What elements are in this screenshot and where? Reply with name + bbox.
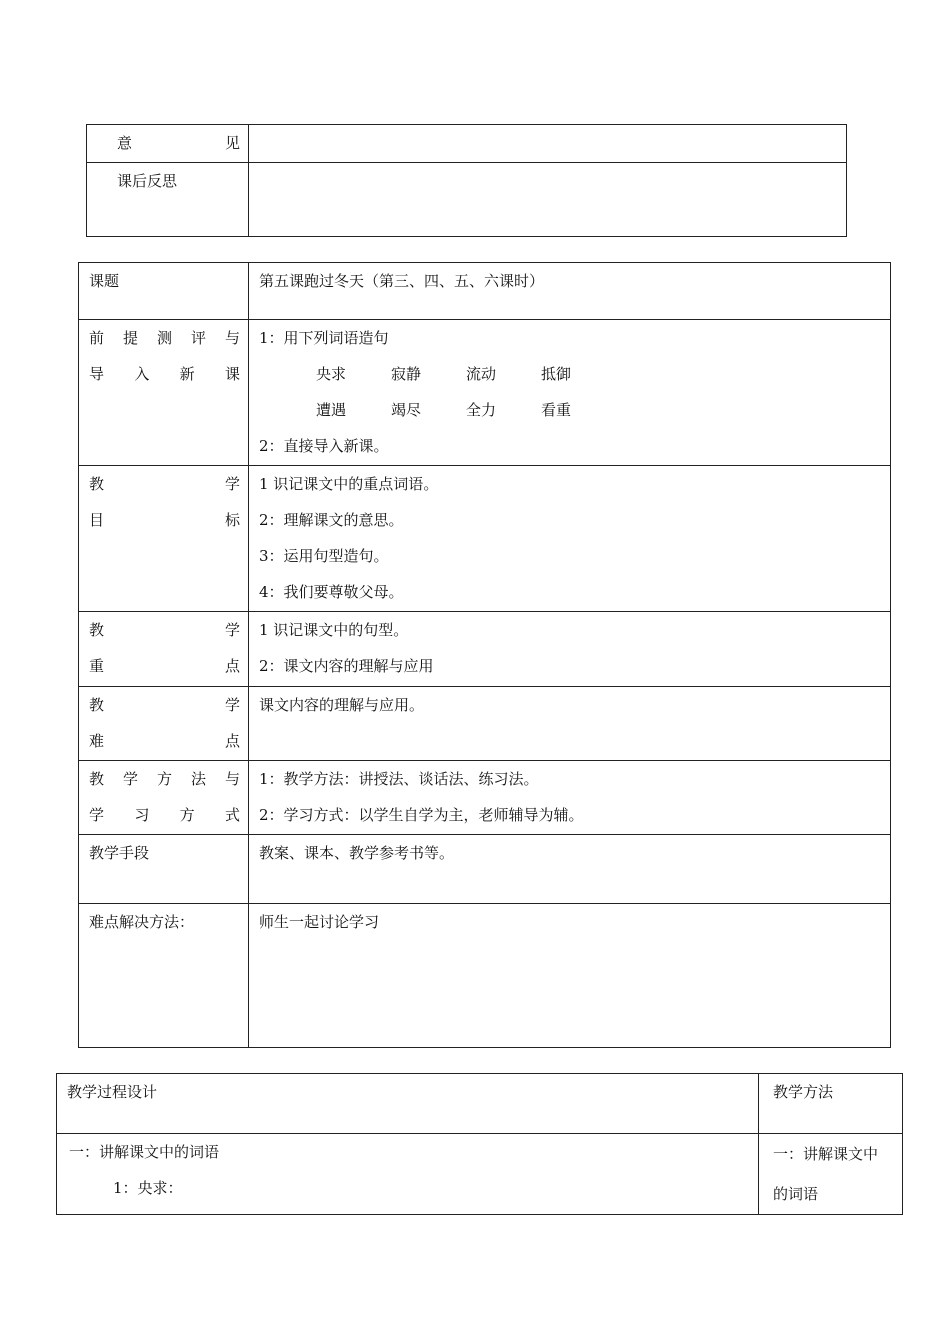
topic-content: 第五课跑过冬天（第三、四、五、六课时） (259, 272, 545, 290)
preview-label-line2: 导 入 新 课 (89, 365, 240, 383)
goal-item: 4：我们要尊敬父母。 (259, 583, 404, 601)
difficulties-label-line1: 教 学 (89, 696, 240, 714)
key-point-item: 2：课文内容的理解与应用 (259, 657, 434, 675)
method-body-line1: 一：讲解课文中 (773, 1145, 879, 1163)
vocab-word: 抵御 (541, 365, 572, 383)
process-substep-1: 1：央求： (113, 1179, 183, 1197)
method-item: 2：学习方式：以学生自学为主，老师辅导为辅。 (259, 806, 584, 824)
reflection-content-cell (249, 163, 847, 237)
vocab-word: 看重 (541, 401, 572, 419)
method-item: 1：教学方法：讲授法、谈话法、练习法。 (259, 770, 539, 788)
topic-row (79, 263, 891, 320)
topic-label-cell (79, 263, 249, 320)
opinion-row (87, 125, 847, 163)
methods-content-cell (249, 761, 891, 835)
goals-label-cell (79, 466, 249, 612)
opinion-content-cell (249, 125, 847, 163)
vocab-row-1 (249, 356, 890, 392)
reflection-label: 课后反思 (117, 172, 178, 190)
methods-label-line1: 教 学 方 法 与 (89, 770, 240, 788)
preview-row (79, 320, 891, 466)
goal-item: 3：运用句型造句。 (259, 547, 389, 565)
opinion-label: 意 见 (117, 134, 240, 152)
goals-label-line2: 目 标 (89, 511, 240, 529)
lesson-plan-table (78, 262, 891, 1048)
key-point-item: 1 识记课文中的句型。 (259, 621, 409, 639)
opinion-label-cell (87, 125, 249, 163)
process-design-header: 教学过程设计 (67, 1083, 158, 1101)
goals-content-cell (249, 466, 891, 612)
method-header: 教学方法 (773, 1083, 834, 1101)
goal-item: 2：理解课文的意思。 (259, 511, 404, 529)
process-body-row (57, 1134, 903, 1215)
means-content-cell (249, 835, 891, 904)
feedback-table (86, 124, 847, 237)
goal-item: 1 识记课文中的重点词语。 (259, 475, 439, 493)
goals-row (79, 466, 891, 612)
difficulties-row (79, 687, 891, 761)
solution-row (79, 904, 891, 1048)
vocab-word: 央求 (316, 365, 347, 383)
goals-label-line1: 教 学 (89, 475, 240, 493)
vocab-word: 竭尽 (391, 401, 422, 419)
preview-item-2: 2：直接导入新课。 (259, 437, 389, 455)
methods-label-cell (79, 761, 249, 835)
key-points-label-line1: 教 学 (89, 621, 240, 639)
difficulties-content: 课文内容的理解与应用。 (259, 696, 425, 714)
preview-label-line1: 前 提 测 评 与 (89, 329, 240, 347)
preview-item-1: 1：用下列词语造句 (259, 329, 389, 347)
key-points-label-line2: 重 点 (89, 657, 240, 675)
vocab-word: 全力 (466, 401, 497, 419)
vocab-row-2 (249, 392, 890, 428)
solution-content-cell (249, 904, 891, 1048)
key-points-label-cell (79, 612, 249, 687)
means-content: 教案、课本、教学参考书等。 (259, 844, 455, 862)
solution-label: 难点解决方法： (89, 913, 195, 931)
difficulties-label-cell (79, 687, 249, 761)
teaching-process-table (56, 1073, 903, 1215)
vocab-word: 寂静 (391, 365, 422, 383)
method-body-line2: 的词语 (773, 1185, 819, 1203)
topic-content-cell (249, 263, 891, 320)
preview-label-cell (79, 320, 249, 466)
difficulties-label-line2: 难 点 (89, 732, 240, 750)
means-row (79, 835, 891, 904)
method-body-cell (759, 1134, 903, 1215)
means-label: 教学手段 (89, 844, 150, 862)
vocab-word: 遭遇 (316, 401, 347, 419)
vocab-word: 流动 (466, 365, 497, 383)
method-header-cell (759, 1074, 903, 1134)
preview-content-cell (249, 320, 891, 466)
methods-row (79, 761, 891, 835)
solution-content: 师生一起讨论学习 (259, 913, 380, 931)
process-step-1: 一：讲解课文中的词语 (69, 1143, 220, 1161)
topic-label: 课题 (89, 272, 120, 290)
reflection-label-cell (87, 163, 249, 237)
methods-label-line2: 学 习 方 式 (89, 806, 240, 824)
process-header-row (57, 1074, 903, 1134)
reflection-row (87, 163, 847, 237)
key-points-row (79, 612, 891, 687)
solution-label-cell (79, 904, 249, 1048)
means-label-cell (79, 835, 249, 904)
difficulties-content-cell (249, 687, 891, 761)
process-body-cell (57, 1134, 759, 1215)
key-points-content-cell (249, 612, 891, 687)
process-design-header-cell (57, 1074, 759, 1134)
